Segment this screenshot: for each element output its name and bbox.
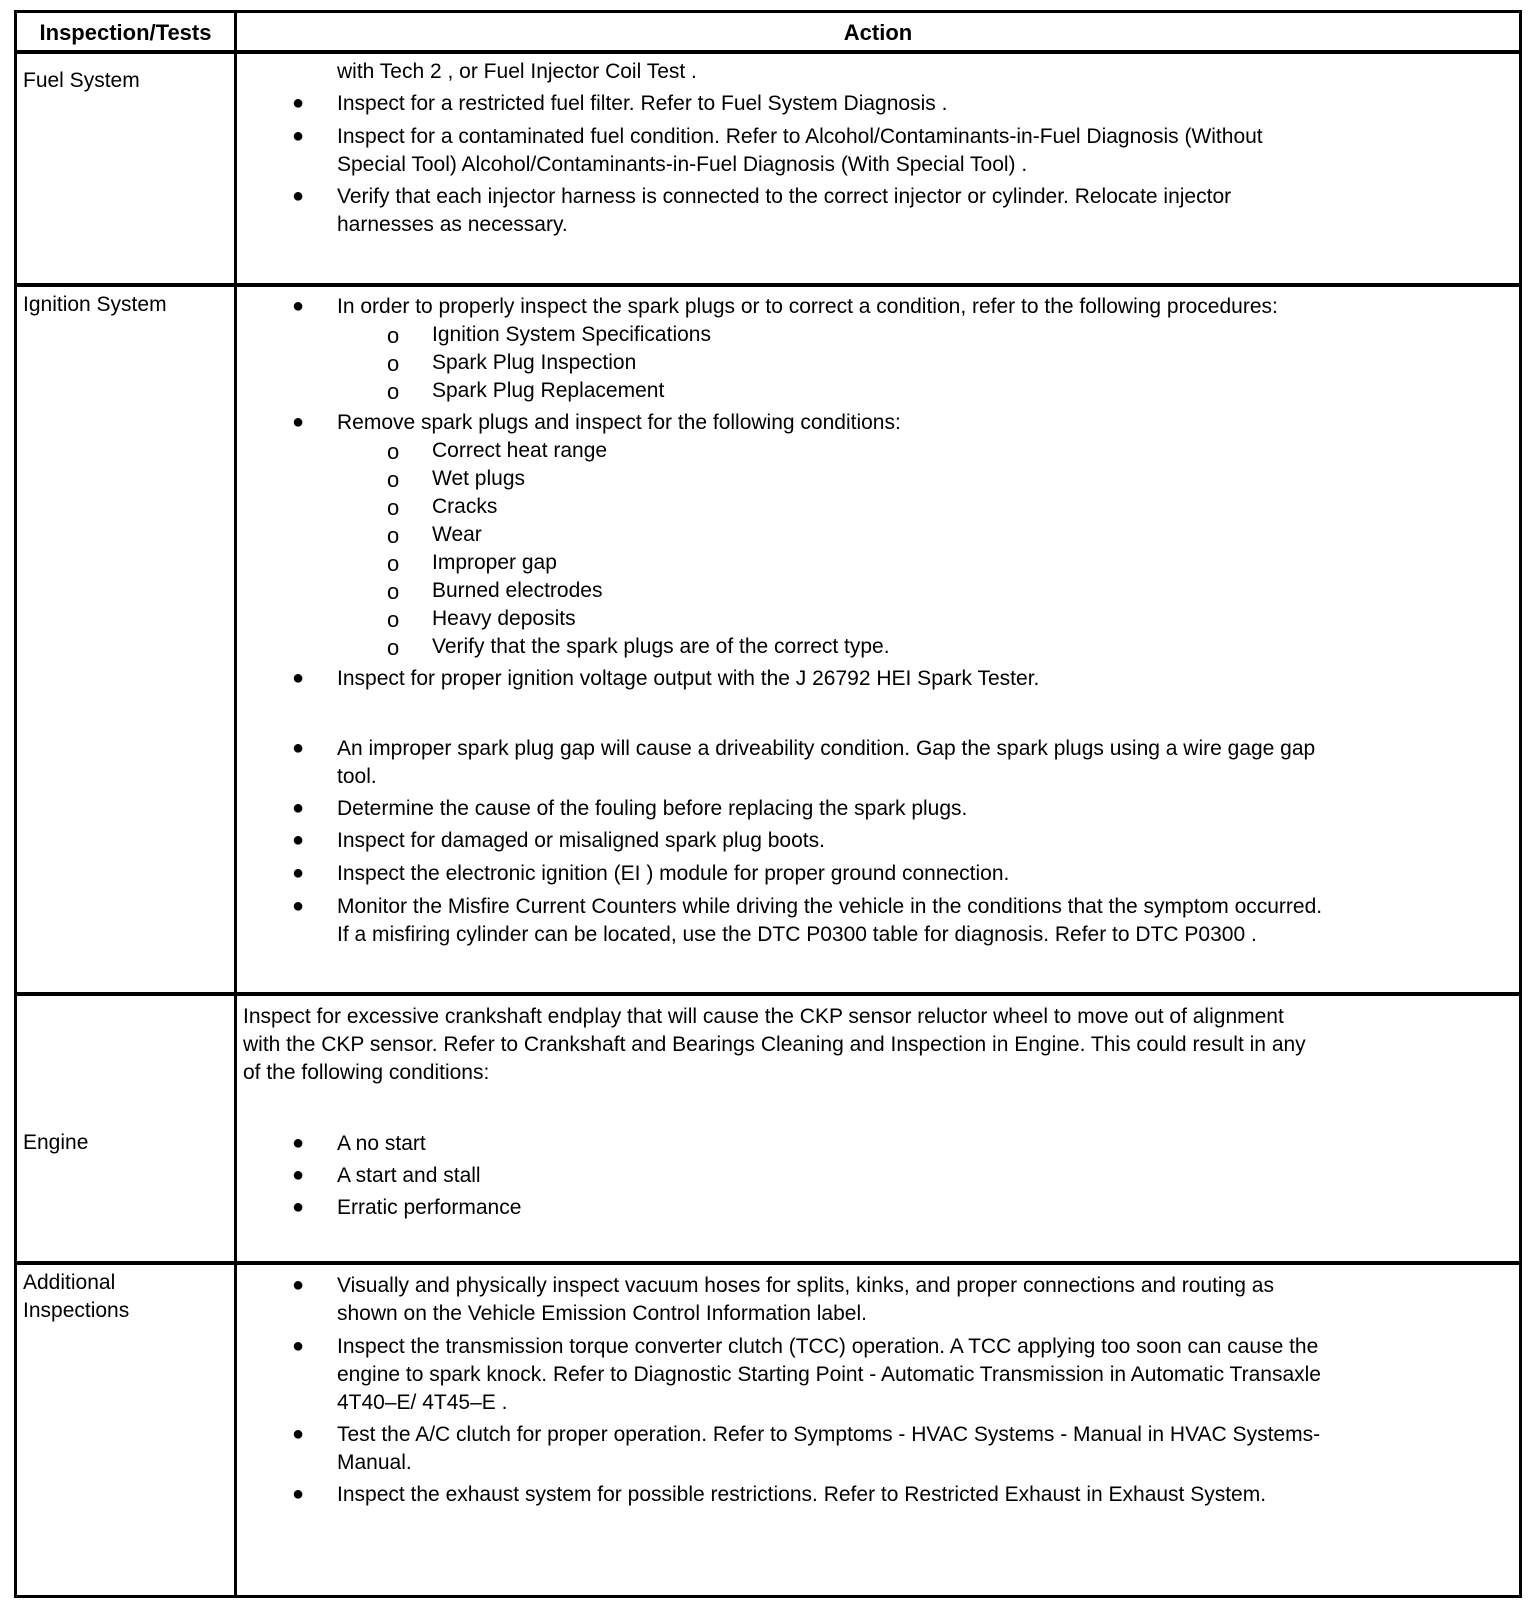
bullet-icon: ● [292,1423,305,1445]
row-label-ignition-system: Ignition System [23,293,167,316]
sub-bullet-icon: o [387,607,400,632]
sub-list-item-text: Burned electrodes [432,579,603,602]
sub-list-item-text: Correct heat range [432,439,608,462]
list-item-text: A start and stall [337,1164,481,1187]
sub-list-item-text: Spark Plug Inspection [432,351,637,374]
sub-list-item-text: Wet plugs [432,467,525,490]
row-engine [17,992,1519,1261]
diagnostic-table [14,10,1522,1598]
bullet-icon: ● [292,667,305,689]
list-item-text: Monitor the Misfire Current Counters while driving the vehicle in the conditions that the symptom occurred. [337,895,1323,918]
sub-bullet-icon: o [387,379,400,404]
list-item-text: Test the A/C clutch for proper operation. Refer to Symptoms - HVAC Systems - Manual in HVAC Systems- [337,1423,1321,1446]
list-item-text: tool. [337,765,377,788]
bullet-icon: ● [292,862,305,884]
bullet-icon: ● [292,125,305,147]
list-item-text: An improper spark plug gap will cause a driveability condition. Gap the spark plugs using a wire gage gap [337,737,1316,760]
list-item-text: engine to spark knock. Refer to Diagnostic Starting Point - Automatic Transmission in Automatic Transaxle [337,1363,1321,1386]
paragraph-line: with the CKP sensor. Refer to Crankshaft and Bearings Cleaning and Inspection in Engine. This could result in any [243,1033,1306,1056]
bullet-icon: ● [292,737,305,759]
list-item-text: Inspect for a restricted fuel filter. Refer to Fuel System Diagnosis . [337,92,948,115]
sub-bullet-icon: o [387,467,400,492]
list-item-text: Inspect for proper ignition voltage output with the J 26792 HEI Spark Tester. [337,667,1040,690]
sub-bullet-icon: o [387,495,400,520]
row-label-engine: Engine [23,1131,89,1154]
sub-list-item-text: Cracks [432,495,498,518]
row-ignition-system [17,283,1519,992]
sub-bullet-icon: o [387,635,400,660]
bullet-icon: ● [292,411,305,433]
bullet-icon: ● [292,185,305,207]
paragraph-line: Inspect for excessive crankshaft endplay that will cause the CKP sensor reluctor wheel to move out of alignment [243,1005,1284,1028]
bullet-icon: ● [292,1196,305,1218]
row-label-inspections: Inspections [23,1299,130,1322]
list-item-text: If a misfiring cylinder can be located, use the DTC P0300 table for diagnosis. Refer to DTC P0300 . [337,923,1257,946]
list-item-text: Manual. [337,1451,412,1474]
bullet-icon: ● [292,1164,305,1186]
sub-bullet-icon: o [387,351,400,376]
bullet-icon: ● [292,895,305,917]
row-label-additional: Additional [23,1271,116,1294]
list-item-text: Erratic performance [337,1196,522,1219]
sub-list-item-text: Ignition System Specifications [432,323,711,346]
sub-list-item-text: Heavy deposits [432,607,576,630]
sub-list-item-text: Verify that the spark plugs are of the correct type. [432,635,890,658]
bullet-icon: ● [292,1132,305,1154]
list-item-text: harnesses as necessary. [337,213,568,236]
list-item-text: Inspect the transmission torque converter clutch (TCC) operation. A TCC applying too soon can cause the [337,1335,1319,1358]
sub-list-item-text: Wear [432,523,482,546]
bullet-icon: ● [292,295,305,317]
bullet-icon: ● [292,1483,305,1505]
row-additional-inspections [17,1261,1519,1595]
header-action: Action [843,20,913,45]
sub-bullet-icon: o [387,523,400,548]
list-item-text: Inspect the electronic ignition (EI ) module for proper ground connection. [337,862,1010,885]
sub-list-item-text: Spark Plug Replacement [432,379,665,402]
sub-bullet-icon: o [387,439,400,464]
column-divider [234,13,237,1595]
list-item-text: 4T40–E/ 4T45–E . [337,1391,508,1414]
bullet-icon: ● [292,797,305,819]
list-item-text: A no start [337,1132,426,1155]
list-item-text: with Tech 2 , or Fuel Injector Coil Test . [337,60,697,83]
list-item-text: Determine the cause of the fouling before replacing the spark plugs. [337,797,968,820]
header-row [17,13,1519,53]
bullet-icon: ● [292,1335,305,1357]
sub-bullet-icon: o [387,579,400,604]
paragraph-line: of the following conditions: [243,1061,490,1084]
list-item-text: Inspect the exhaust system for possible restrictions. Refer to Restricted Exhaust in Exhaust System. [337,1483,1267,1506]
sub-bullet-icon: o [387,323,400,348]
list-item-text: Remove spark plugs and inspect for the following conditions: [337,411,901,434]
list-item-text: Inspect for a contaminated fuel condition. Refer to Alcohol/Contaminants-in-Fuel Diagnosis (Without [337,125,1263,148]
row-fuel-system [17,50,1519,283]
sub-list-item-text: Improper gap [432,551,557,574]
bullet-icon: ● [292,829,305,851]
list-item-text: In order to properly inspect the spark plugs or to correct a condition, refer to the following procedures: [337,295,1278,318]
list-item-text: shown on the Vehicle Emission Control Information label. [337,1302,867,1325]
header-inspection-tests: Inspection/Tests [39,20,212,45]
sub-bullet-icon: o [387,551,400,576]
list-item-text: Visually and physically inspect vacuum hoses for splits, kinks, and proper connections and routing as [337,1274,1274,1297]
bullet-icon: ● [292,92,305,114]
list-item-text: Special Tool) Alcohol/Contaminants-in-Fuel Diagnosis (With Special Tool) . [337,153,1028,176]
row-label-fuel-system: Fuel System [23,69,140,92]
list-item-text: Verify that each injector harness is connected to the correct injector or cylinder. Relocate injector [337,185,1232,208]
bullet-icon: ● [292,1274,305,1296]
list-item-text: Inspect for damaged or misaligned spark plug boots. [337,829,825,852]
